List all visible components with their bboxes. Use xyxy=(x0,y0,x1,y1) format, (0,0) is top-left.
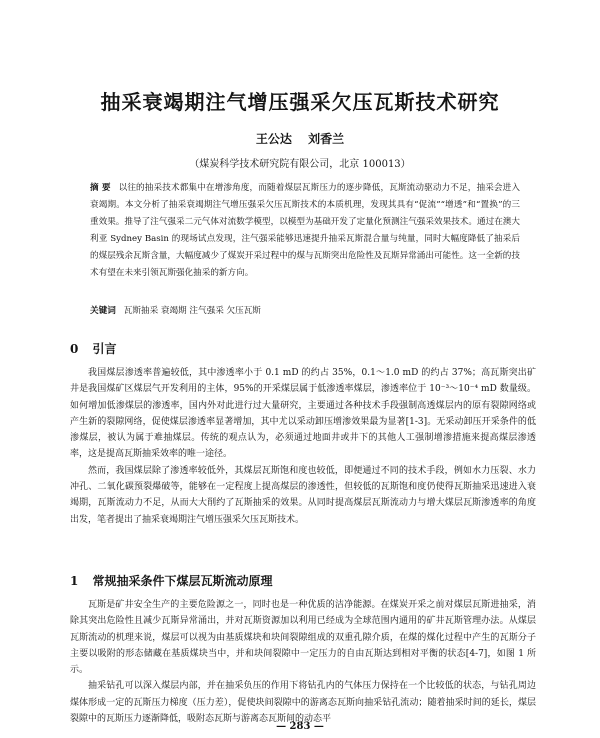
section-body-gas-flow xyxy=(70,597,536,727)
paragraph: 抽采钻孔可以深入煤层内部，并在抽采负压的作用下将钻孔内的气体压力保持在一个比较低的状态，与钻孔周边煤体形成一定的瓦斯压力梯度（压力差），促使块间裂隙中的游离态瓦斯向抽采钻孔流动；随着抽采时间的延长，煤层裂隙中的瓦斯压力逐渐降低，吸附态瓦斯与游离态瓦斯间的动态平 xyxy=(70,681,536,725)
section-heading-gas-flow: 1 常规抽采条件下煤层瓦斯流动原理 xyxy=(70,574,273,588)
paper-title: 抽采衰竭期注气增压强采欠压瓦斯技术研究 xyxy=(100,90,500,114)
paragraph: 我国煤层渗透率普遍较低，其中渗透率小于 0.1 mD 的约占 35%，0.1～1.0 mD 的约占 37%；高瓦斯突出矿井是我国煤矿区煤层气开发利用的主体，95%的开采煤层属于低渗透率煤层，渗透率位于 10⁻³～10⁻⁴ mD 数量级。如何增加低渗煤层的渗透率，国内外对此进行过大量研究，主要通过各种技术手段强制高透煤层内的原有裂隙网络或产生新的裂隙网络，促使煤层渗透率显著增加，其中尤以采动卸压增渗效果最为显著[1-3]。无采动卸压开采条件的低渗煤层，被认为属于难抽煤层。传统的观点认为，必须通过地面井或井下的其他人工强制增渗措施来提高煤层渗透率，这是提高瓦斯抽采效率的唯一途径。 xyxy=(70,368,536,460)
keywords-text: 瓦斯抽采 衰竭期 注气强采 欠压瓦斯 xyxy=(123,306,261,316)
author-names: 王公达 刘香兰 xyxy=(255,132,345,146)
abstract-label: 摘 要 xyxy=(90,183,111,193)
page-number: — 283 — xyxy=(276,721,324,732)
paragraph: 然而，我国煤层除了渗透率较低外，其煤层瓦斯饱和度也较低，即便通过不同的技术手段，例如水力压裂、水力冲孔、二氧化碳预裂爆破等，能够在一定程度上提高煤层的渗透性，但较低的瓦斯饱和度仍使得瓦斯抽采迅速进入衰竭期，瓦斯流动力不足，从而大大削约了瓦斯抽采的效果。从同时提高煤层瓦斯流动力与增大煤层瓦斯渗透率的角度出发，笔者提出了抽采衰竭期注气增压强采欠压瓦斯技术。 xyxy=(70,465,536,525)
abstract-text: 以往的抽采技术都集中在增渗角度，而随着煤层瓦斯压力的逐步降低，瓦斯流动驱动力不足，抽采会进入衰竭期。本文分析了抽采衰竭期注气增压强采欠压瓦斯技术的本质机理，发现其具有“促流”“增透”和“置换”的三重效果。推导了注气强采二元气体对流数学模型，以模型为基础开发了定量化预测注气强采效果技术。通过在澳大利亚 Sydney Basin 的现场试点发现，注气强采能够迅速提升抽采瓦斯混合量与纯量，同时大幅度降低了抽采后的煤层残余瓦斯含量，大幅度减少了煤炭开采过程中的煤与瓦斯突出危险性及瓦斯异常涌出可能性。这一全新的技术有望在未来引领瓦斯强化抽采的新方向。 xyxy=(90,183,520,278)
paragraph: 瓦斯是矿井安全生产的主要危险源之一，同时也是一种优质的洁净能源。在煤炭开采之前对煤层瓦斯进抽采，消除其突出危险性且减少瓦斯异常涌出，并对瓦斯资源加以利用已经成为全球范围内通用的矿井瓦斯管理办法。从煤层瓦斯流动的机理来说，煤层可以视为由基质煤块和块间裂隙组成的双重孔隙介质，在煤的煤化过程中产生的瓦斯分子主要以吸附的形态储藏在基质煤块当中，并和块间裂隙中一定压力的自由瓦斯达到相对平衡的状态[4-7]，如图 1 所示。 xyxy=(70,600,536,676)
abstract xyxy=(90,180,520,281)
section-heading-introduction: 0 引言 xyxy=(70,342,117,356)
keywords xyxy=(90,303,520,319)
author-affiliation: （煤炭科学技术研究院有限公司，北京 100013） xyxy=(189,159,411,170)
keywords-label: 关键词 xyxy=(90,306,116,316)
section-body-introduction xyxy=(70,365,536,528)
